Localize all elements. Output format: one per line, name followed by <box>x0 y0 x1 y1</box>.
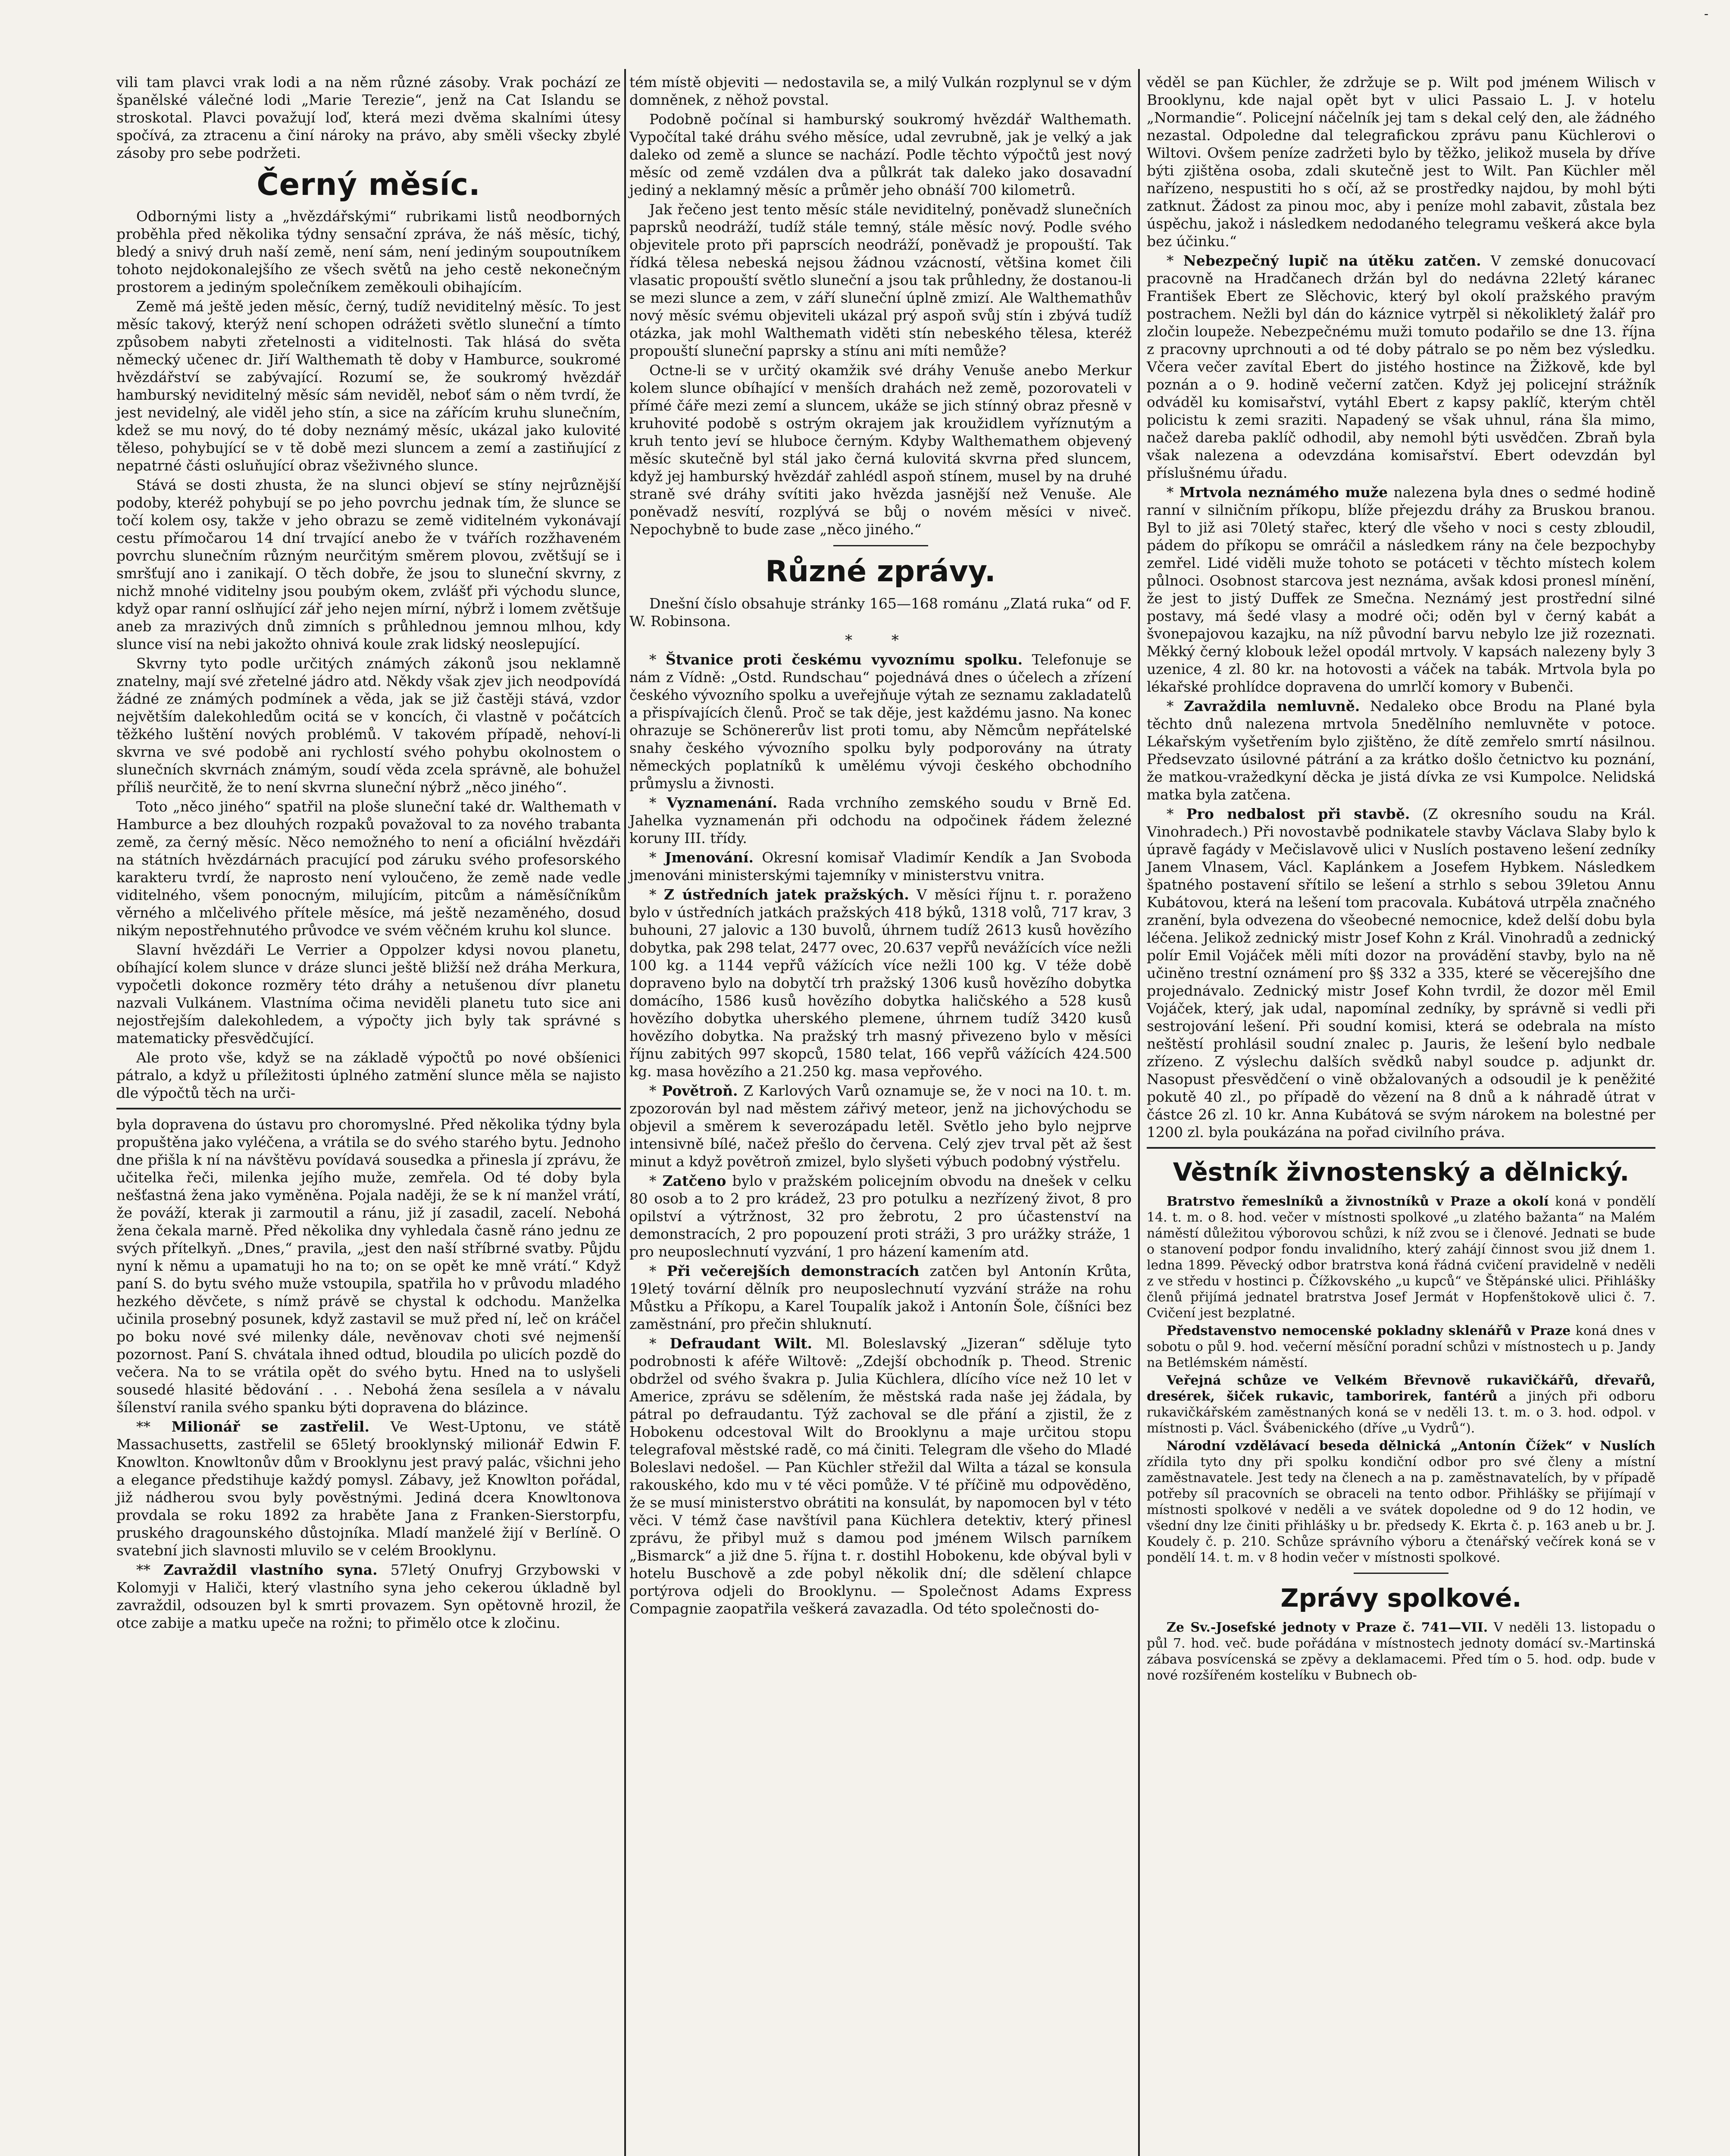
news-item-body: Ml. Boleslavský „Jizeran“ sděluje tyto podrobnosti k aféře Wiltově: „Zdejší obchodník p. Theod. Strenic obdržel od svého švakra p. Julia Küchlera, dlícího více než 10 let v Americe, zprávu se sdělením, že městská rada naše jej žádala, by pátral po defraudantu. Týž zachoval se dle přání a zjistil, že z Hobokenu odcestoval Wilt do Brooklynu a maje určitou stopu telegrafoval městské radě, co má činiti. Telegram dle všeho do Mladé Boleslavi nedošel. — Pan Küchler střežil dal Wilta a tázal se konsula rakouského, kdo mu v té věci pomůže. V té příčině mu odpověděno, že se musí ministerstvo obrátiti na konsulát, by napomocen byl v této věci. V témž čase navštívil pana Küchlera detektiv, který přinesl zprávu, že přibyl muž s damou pod jménem Wilsch parníkem „Bismarck“ a již dne 5. října t. r. dostihl Hobokenu, kde obýval byli v hotelu Buschově a zde pobyl několik dní; dle sdělení chlapce portýrova odjeli do Brooklynu. — Společnost Adams Express Compagnie zaopatřila veškerá zavazadla. Od této společnosti do- <box>629 1335 1132 1617</box>
article-text: Dnešní číslo obsahuje stránky 165—168 románu „Zlatá ruka“ od F. W. Robinsona. <box>629 595 1132 630</box>
news-item-body: bylo v pražském policejním obvodu na dnešek v celku 80 osob a to 2 pro krádež, 23 pro potulku a nezřízený život, 8 pro opilství a výtržnost, 32 pro žebrotu, 2 pro účastenství na demonstracích, 2 pro popouzení proti stráži, 3 pro urážky stráže, 1 pro neuposlechnutí vyzvání, 1 pro házení kamením atd. <box>629 1172 1132 1260</box>
column-1 <box>116 73 621 2156</box>
news-item-title: Ze Sv.-Josefské jednoty v Praze č. 741—VII. <box>1167 1620 1488 1635</box>
article-text: Slavní hvězdáři Le Verrier a Oppolzer kdysi novou planetu, obíhající kolem slunce v dráze slunci ještě bližší než dráha Merkura, vypočetli dokonce rozměry této dráhy a netušenou dívr planetu nazvali Vulkánem. Vlastníma očima neviděli planetu tuto sice ani nejostřejším dalekohledem, a výpočty jich byly tak správné s matematicky přesvědčující. <box>116 941 621 1047</box>
column-2 <box>629 73 1132 2156</box>
news-item-body: V měsíci říjnu t. r. poraženo bylo v ústředních jatkách pražských 418 býků, 1318 volů, 717 krav, 3 buhouni, 27 jalovic a 130 buvolů, úhrnem tudíž 2613 kusů hovězího dobytka, pak 298 telat, 2477 ovec, 20.637 vepřů nevážících více nežli 100 kg. a 1144 vepřů vážících více nežli 100 kg. V téže době dopraveno bylo na dobytčí trh pražský 1306 kusů hovězího dobytka domácího, 1586 kusů hovězího dobytka haličského a 528 kusů hovězího dobytka uherského plemene, úhrnem tudíž 3420 kusů hovězího dobytka. Na pražský trh masný přivezeno bylo v měsíci říjnu zabitých 997 skopců, 1580 telat, 166 vepřů vážících 424.500 kg. masa hovězího a 21.250 kg. masa vepřového. <box>629 886 1132 1080</box>
page-mark: - <box>1704 6 1708 22</box>
news-item <box>1147 1620 1655 1683</box>
article-text: Jak řečeno jest tento měsíc stále neviditelný, poněvadž slunečních paprsků neodráží, tudíž stále temný, stále měsíc nový. Podle svého objevitele proto při paprscích neodráží, poněvadž je propouští. Tak řídká tělesa nebeská nejsou žádnou vzácností, většina komet čili vlasatic propouští světlo sluneční a jsou tak průhledny, že dostanou-li se mezi slunce a zem, v září sluneční úplně zmizí. Ale Walthemathův nový měsíc svému objeviteli ukázal prý aspoň svůj stín i zbývá tudíž otázka, jak mohl Walthemath viděti stín nebeského tělesa, kteréž propouští sluneční paprsky a stínu ani míti nemůže? <box>629 201 1132 359</box>
news-item-body: nalezena byla dnes o sedmé hodině ranní v silničním příkopu, blíže přejezdu dráhy za Bruskou branou. Byl to již asi 70letý stařec, který dle všeho v noci s cesty zbloudil, pádem do příkopu se omráčil a následkem rány na čele bezpochyby zemřel. Lidé viděli muže tohoto se potáceti v těchto místech kolem půlnoci. Osobnost starcova jest neznáma, avšak kdosi pronesl mínění, že jest to jistý Duffek ze Smečna. Neznámý jest prostřední silné postavy, má šedé vlasy a modré oči; oděn byl v černý kabát a švonepajovou kazajku, na níž původní barvu nebylo lze již rozeznati. Měkký černý klobouk ležel opodál mrtvoly. V kapsách nalezeny byly 3 uzenice, 4 zl. 80 kr. na hotovosti a váček na tabák. Mrtvola byla po lékařské prohlídce dopravena do umrlčí komory v Bubenči. <box>1147 484 1655 695</box>
news-item-body: 57letý Onufryj Grzybowski v Kolomyji v Haliči, který vlastního syna jeho cekerou úkladně byl zavraždil, odsouzen byl k smrti provazem. Syn opětovně hrozil, že otce zabije a matku upeče na rožni; to přimělo otce k zločinu. <box>116 1561 621 1631</box>
section-divider <box>1147 1147 1655 1149</box>
news-item: * Nebezpečný lupič na útěku zatčen. V zemské donucovací pracovně na Hradčanech držán byl do nedávna 22letý káranec František Ebert ze Slěchovic, který byl okolí pražského pravým postrachem. Nežli byl dán do káznice vytrpěl si několikletý žalář pro zločin loupeže. Nebezpečnému muži tomuto podařilo se dne 13. října z pracovny uprchnouti a od té doby pátralo se po něm bez výsledku. Včera večer zavítal Ebert do jistého hostince na Žižkově, kde byl poznán a o 9. hodině večerní zatčen. Když jej policejní strážník odváděl ku komisařství, vytáhl Ebert z kapsy paklíč, kterým chtěl policistu k zemi sraziti. Napadený se však uhnul, rána šla mimo, načež dareba paklíč odhodil, aby nemohl býti usvědčen. Zbraň byla však nalezena a odevzdána komisařství. Ebert odevzdán byl příslušnému úřadu. <box>1147 252 1655 481</box>
news-item: * Jmenování. Okresní komisař Vladimír Kendík a Jan Svoboda jmenováni ministerskými tajemníky v ministerstvu vnitra. <box>629 849 1132 884</box>
news-item: ** Zavraždil vlastního syna. 57letý Onufryj Grzybowski v Kolomyji v Haliči, který vlastního syna jeho cekerou úkladně byl zavraždil, odsouzen byl k smrti provazem. Syn opětovně hrozil, že otce zabije a matku upeče na rožni; to přimělo otce k zločinu. <box>116 1561 621 1631</box>
article-text: Skvrny tyto podle určitých známých zákonů jsou neklamně znatelny, mají své zřetelné jádro atd. Někdy však zjev jich neodpovídá žádné ze známých podmínek a věda, jak se již častěji stává, vzdor největším dalekohledům ocitá se v koncích, či vlastně v počátcích těžkého luštění nových problémů. V takovém případě, nehoví-li skvrna ve své podobě ani rychlostí svého pohybu okolnostem o slunečních skvrnách známým, soudí věda zcela správně, ale bohužel příliš neurčitě, že to není skvrna sluneční nýbrž „něco jiného“. <box>116 655 621 796</box>
news-item-body: (Z okresního soudu na Král. Vinohradech.) Při novostavbě podnikatele stavby Václava Slaby bylo k úpravě fagády v Mečislavově ulici v Nuslích postaveno lešení zedníky Janem Vlnasem, Václ. Kaplánkem a Josefem Hybkem. Následkem špatného postavení sřítilo se lešení a strhlo s sebou 39letou Annu Kubátovou, která na lešení tom pracovala. Kubátová utrpěla značného zranění, byla odvezena do všeobecné nemocnice, kdež delší dobu byla léčena. Jelikož zednický mistr Josef Kohn z Král. Vinohradů a zednický polír Emil Vojáček měli míti dozor na provádění stavby, bylo na ně učiněno trestní oznámení pro §§ 332 a 335, které se věcerejšího dne projednávalo. Zednický mistr Josef Kohn tvrdil, že dozor měl Emil Vojáček, který, jak udal, napomínal zedníky, by správně si vedli při sestrojování lešení. Při soudní komisi, která se odebrala na místo neštěstí prohlásil soudní znalec p. Jauris, že lešení bylo nedbale zřízeno. Z výslechu dalších svědků nabyl soudce p. adjunkt dr. Nasopust přesvědčení o vině obžalovaných a odsoudil je k peněžité pokutě 40 zl., po případě do vězení na 8 dnů a k náhradě útrat v částce 26 zl. 10 kr. Anna Kubátová se svým nárokem na bolestné per 1200 zl. byla poukázána na pořad civilního práva. <box>1147 805 1655 1141</box>
news-item: * Defraudant Wilt. Ml. Boleslavský „Jizeran“ sděluje tyto podrobnosti k aféře Wiltově: „Zdejší obchodník p. Theod. Strenic obdržel od svého švakra p. Julia Küchlera, dlícího více než 10 let v Americe, zprávu se sdělením, že městská rada naše jej žádala, by pátral po defraudantu. Týž zachoval se dle přání a zjistil, že z Hobokenu odcestoval Wilt do Brooklynu a maje určitou stopu telegrafoval městské radě, co má činiti. Telegram dle všeho do Mladé Boleslavi nedošel. — Pan Küchler střežil dal Wilta a tázal se konsula rakouského, kdo mu v té věci pomůže. V té příčině mu odpověděno, že se musí ministerstvo obrátiti na konsulát, by napomocen byl v této věci. V témž čase navštívil pana Küchlera detektiv, který přinesl zprávu, že přibyl muž s damou pod jménem Wilsch parníkem „Bismarck“ a již dne 5. října t. r. dostihl Hobokenu, kde obýval byli v hotelu Buschově a zde pobyl několik dní; dle sdělení chlapce portýrova odjeli do Brooklynu. — Společnost Adams Express Compagnie zaopatřila veškerá zavazadla. Od této společnosti do- <box>629 1335 1132 1617</box>
news-item-title: Národní vzdělávací beseda dělnická „Antonín Čížek“ v Nuslích <box>1167 1438 1655 1454</box>
news-item-title: Milionář se zastřelil. <box>171 1418 369 1435</box>
news-item-body: Ve West-Uptonu, ve státě Massachusetts, zastřelil se 65letý brooklynský milionář Edwin F. Knowlton. Knowltonův dům v Brooklynu jest pravý palác, všichni jeho a elegance předstihuje každý pomysl. Zábavy, jež Knowlton pořádal, již nádherou svou byly pověstnými. Jediná dcera Knowltonova provdala se roku 1892 za hraběte Jana z Franken-Sierstorpfu, pruského dragounského důstojníka. Mladí manželé žijí v Berlíně. O svatební jich slavnosti mluvilo se v celém Brooklynu. <box>116 1418 621 1559</box>
column-rule <box>1138 69 1140 2156</box>
news-item: * Při večerejších demonstracích zatčen byl Antonín Krůta, 19letý tovární dělník pro neuposlechnutí vyzvání stráže na rohu Můstku a Příkopu, a Karel Toupalík jakož i Antonín Šole, číšníci bez zaměstnání, pro přečin shluknutí. <box>629 1263 1132 1332</box>
news-item-title: Pro nedbalost při stavbě. <box>1186 805 1410 822</box>
section-heading: Různé zprávy. <box>765 555 996 589</box>
news-item-body: V neděli 13. listopadu o půl 7. hod. več. bude pořádána v místnostech jednoty domácí sv.-Martinská zábava posvícenská se zpěvy a deklamacemi. Před tím o 5. hod. odp. bude v nové rozšířeném kostelíku v Bubnech ob- <box>1147 1620 1655 1683</box>
news-item: * Zavraždila nemluvně. Nedaleko obce Brodu na Plané byla těchto dnů nalezena mrtvola 5nedělního nemluvněte v potoce. Lékařským vyšetřením bylo zjištěno, že dítě zemřelo smrtí násilnou. Předsevzato úsilovné pátrání a za krátko došlo četnictvo ku poznání, že matkou-vražedkyní děcka je jistá dívka ze vsi Kumpolce. Nelidská matka byla zatčena. <box>1147 698 1656 803</box>
news-item-title: Defraudant Wilt. <box>669 1335 813 1352</box>
article-text: vili tam plavci vrak lodi a na něm různé zásoby. Vrak pochází ze španělské válečné lodi „Marie Terezie“, jenž na Cat Islandu se stroskotal. Plavci považují loď, která mezi dvěma skalními útesy spočívá, za ztracenu a činí nároky na právo, aby směli všecky zbylé zásoby pro sebe podržeti. <box>116 74 621 161</box>
article-text: Ale proto vše, když se na základě výpočtů po nové obšíenici pátralo, a když u příležitosti úplného zatmění slunce měla se najisto dle výpočtů těch na urči- <box>116 1049 621 1101</box>
news-item-title: Zavraždil vlastního syna. <box>163 1561 378 1578</box>
news-item-title: Povětroň. <box>662 1082 738 1099</box>
news-item-title: Vyznamenání. <box>666 794 778 811</box>
section-heading: Zprávy spolkové. <box>1280 1583 1522 1613</box>
section-divider <box>833 545 928 546</box>
article-text: Odbornými listy a „hvězdářskými“ rubrikami listů neodborných proběhla před několika týdny sensační zpráva, že náš měsíc, tichý, bledý a snivý druh naší země, není sám, není jediným soupoutníkem tohoto nejdokonalejšího ze všech světů na jeho cestě nekonečným prostorem a jediným společníkem zeměkouli obihajícím. <box>116 208 621 295</box>
article-text: tém místě objeviti — nedostavila se, a milý Vulkán rozplynul se v dým domněnek, z něhož povstal. <box>629 74 1132 108</box>
news-item-body: Nedaleko obce Brodu na Plané byla těchto dnů nalezena mrtvola 5nedělního nemluvněte v potoce. Lékařským vyšetřením bylo zjištěno, že dítě zemřelo smrtí násilnou. Předsevzato úsilovné pátrání a za krátko došlo četnictvo ku poznání, že matkou-vražedkyní děcka je jistá dívka ze vsi Kumpolce. Nelidská matka byla zatčena. <box>1147 698 1656 803</box>
news-item-body: zřídila tyto dny při spolku kondiční odbor pro své členy a místní zaměstnavatele. Jest tedy na členech a na p. zaměstnavatelích, by v případě potřeby síl pracovních se obraceli na tento odbor. Přihlášky se přijímají v místnosti spolkové v neděli a ve svátek dopoledne od 9 do 12 hodin, ve všední dny lze činiti přihlášky u br. předsedy K. Ekrta č. p. 163 aneb u br. J. Koudely č. p. 210. Schůze správního výboru a čtenářský večírek koná se v pondělí 14. t. m. v 8 hodin večer v místnosti spolkové. <box>1147 1454 1655 1565</box>
news-item: ** Milionář se zastřelil. Ve West-Uptonu, ve státě Massachusetts, zastřelil se 65letý brooklynský milionář Edwin F. Knowlton. Knowltonův dům v Brooklynu jest pravý palác, všichni jeho a elegance předstihuje každý pomysl. Zábavy, jež Knowlton pořádal, již nádherou svou byly pověstnými. Jediná dcera Knowltonova provdala se roku 1892 za hraběte Jana z Franken-Sierstorpfu, pruského dragounského důstojníka. Mladí manželé žijí v Berlíně. O svatební jich slavnosti mluvilo se v celém Brooklynu. <box>116 1418 621 1559</box>
news-item-body: koná v pondělí 14. t. m. o 8. hod. večer v místnosti spolkové „u zlatého bažanta“ na Malém náměstí důležitou výborovou schůzi, k níž zvou se i členové. Jednati se bude o stanovení podpor fondu invalidního, který zahájí činnost svou již dnem 1. ledna 1899. Pěvecký odbor bratrstva koná řádná cvičení pravidelně v neděli z ve středu v hostinci p. Čížkovského „u kupců“ ve Štěpánské ulici. Přihlášky členů přijímá jednatel bratrstva Josef Jermát v Hopfenštokově ulici č. 7. Cvičení jest bezplatné. <box>1147 1194 1655 1321</box>
news-item-title: Mrtvola neznámého muže <box>1179 484 1388 501</box>
news-item-title: Jmenování. <box>664 849 754 866</box>
news-item <box>1147 1438 1655 1566</box>
news-item-title: Veřejná schůze ve Velkém Břevnově rukavičkářů, dřevařů, dresérek, šiček rukavic, tamborirek, fantérů <box>1147 1373 1655 1404</box>
news-item-title: Z ústředních jatek pražských. <box>664 886 909 903</box>
section-divider <box>1354 1573 1448 1574</box>
news-item-body: Telefonuje se nám z Vídně: „Ostd. Rundschau“ pojednává dnes o účelech a zřízení českého vývozního spolku a uveřejňuje výtah ze seznamu zakladatelů a přispívajících členů. Proč se tak děje, jest každému jasno. Na konec ohrazuje se Schönererův list proti tomu, aby Němcům nepřátelské snahy českého vývozního spolku byly podporovány na útraty německých poplatníků k umělému vývoji českého obchodního průmyslu a živnosti. <box>629 651 1132 792</box>
asterism: * * <box>845 632 916 649</box>
news-item: * Štvanice proti českému vyvoznímu spolku. Telefonuje se nám z Vídně: „Ostd. Rundschau“ pojednává dnes o účelech a zřízení českého vývozního spolku a uveřejňuje výtah ze seznamu zakladatelů a přispívajících členů. Proč se tak děje, jest každému jasno. Na konec ohrazuje se Schönererův list proti tomu, aby Němcům nepřátelské snahy českého vývozního spolku byly podporovány na útraty německých poplatníků k umělému vývoji českého obchodního průmyslu a živnosti. <box>629 651 1132 792</box>
article-text: Stává se dosti zhusta, že na slunci objeví se stíny nejrůznější podoby, kteréž pohybují se po jeho povrchu jednak tím, že slunce se točí kolem osy, takže v jeho obrazu se země viditelném vykonávají cestu přímočarou 14 dní trvající anebo že v tvářích rozžhaveném povrchu slunečním různým neurčitým směrem plovou, zvětšují se i smršťují ano i zanikají. O těch dobře, že jsou to sluneční skvrny, z nichž mnohé viditelny jsou poubým okem, zvlášť při východu slunce, když opar ranní oslňující zář jeho nejen mírní, nýbrž i lomem zvětšuje aneb za mrazivých dnů zimních s průhlednou jemnou mlhou, kdy slunce visí na nebi jakožto ohnivá koule zrak lidský neoslepující. <box>116 476 621 652</box>
news-item <box>1147 1323 1655 1371</box>
news-item-title: Zavraždila nemluvně. <box>1184 698 1360 714</box>
news-item-title: Při večerejších demonstracích <box>666 1263 920 1279</box>
article-text: Země má ještě jeden měsíc, černý, tudíž neviditelný měsíc. To jest měsíc takový, kterýž není schopen odrážeti světlo sluneční a tímto způsobem nabyti zřetelnosti a viditelnosti. Tak hlásá do světa německý učenec dr. Jiří Walthemath tě doby v Hamburce, soukromé hvězdářství se zabývající. Rozumí se, že soukromý hvězdář hamburský neviditelný měsíc sám neviděl, neboť sám o něm tvrdí, že jest nevidelný, ale viděl jeho stín, a sice na zářícím kruhu slunečním, kdež se mu nový, do té doby neznámý měsíc, ukázal jako kulovité těleso, pohybující se v tě době mezi sluncem a zemí a zastiňující z nepatrné části osluňující obraz všeživného slunce. <box>116 298 621 474</box>
section-heading: Věstník živnostenský a dělnický. <box>1173 1157 1630 1187</box>
news-item-title: Bratrstvo řemeslníků a živnostníků v Praze a okolí <box>1167 1194 1549 1209</box>
news-item: * Mrtvola neznámého muže nalezena byla dnes o sedmé hodině ranní v silničním příkopu, blíže přejezdu dráhy za Bruskou branou. Byl to již asi 70letý stařec, který dle všeho v noci s cesty zbloudil, pádem do příkopu se omráčil a následkem rány na čele bezpochyby zemřel. Lidé viděli muže tohoto se potáceti v těchto místech kolem půlnoci. Osobnost starcova jest neznáma, avšak kdosi pronesl mínění, že jest to jistý Duffek ze Smečna. Neznámý jest prostřední silné postavy, má šedé vlasy a modré oči; oděn byl v černý kabát a švonepajovou kazajku, na níž původní barvu nebylo lze již rozeznati. Měkký černý klobouk ležel opodál mrtvoly. V kapsách nalezeny byly 3 uzenice, 4 zl. 80 kr. na hotovosti a váček na tabák. Mrtvola byla po lékařské prohlídce dopravena do umrlčí komory v Bubenči. <box>1147 484 1655 695</box>
news-item-title: Představenstvo nemocenské pokladny sklenářů v Praze <box>1167 1323 1571 1338</box>
article-text: Octne-li se v určitý okamžik své dráhy Venuše anebo Merkur kolem slunce obíhající v menších drahách než země, pozorovateli v přímé čáře mezi zemí a sluncem, ukáže se jich stínný obraz přesně v kruhovité podobě s ostrým okrajem jak kroužidlem vyříznutým a kruh tento jeví se hluboce černým. Kdyby Walthemathem objevený měsíc skutečně byl stál jako černá kulovitá skvrna před sluncem, když jej hamburský hvězdář zahlédl aspoň stínem, musel by na druhé straně své dráhy svítiti jako hvězda jasnější než Venuše. Ale poněvadž nesvítí, rozplývá se bůj o novém měsíci v niveč. Nepochybně to bude zase „něco jiného.“ <box>629 362 1132 538</box>
section-divider <box>116 1108 621 1109</box>
article-text: Podobně počínal si hamburský soukromý hvězdář Walthemath. Vypočítal také dráhu svého měsíce, udal zevrubně, jak je velký a jak daleko od země a slunce se nachází. Podle těchto výpočtů jest nový měsíc od země vzdálen dva a půlkrát tak daleko jako dosavadní jediný a neklamný měsíc a průměr jeho obnáší 700 kilometrů. <box>629 111 1132 198</box>
news-item: * Vyznamenání. Rada vrchního zemského soudu v Brně Ed. Jahelka vyznamenán při odchodu na odpočinek řádem železné koruny III. třídy. <box>629 794 1132 846</box>
article-text: Toto „něco jiného“ spatřil na ploše sluneční také dr. Walthemath v Hamburce a bez dlouhých rozpaků považoval to za nového trabanta země, za černý měsíc. Něco nemožného to není a oficiální hvězdáři na státních hvězdárnách pracující pod záruku svého profesorského karakteru tvrdí, že naprosto není vyloučeno, že země nade vedle viditelného, všem ponocným, milujícím, pitcům a náměsíčníkům věrného a mlčelivého přítele měsíce, má ještě nezaměného, dosud nikým nepostřehnutého průvodce ve svém věčném kruhu kol slunce. <box>116 798 621 939</box>
news-item <box>1147 1373 1655 1436</box>
news-item: * Pro nedbalost při stavbě. (Z okresního soudu na Král. Vinohradech.) Při novostavbě podnikatele stavby Václava Slaby bylo k úpravě fagády v Mečislavově ulici v Nuslích postaveno lešení zedníky Janem Vlnasem, Václ. Kaplánkem a Josefem Hybkem. Následkem špatného postavení sřítilo se lešení a strhlo s sebou 39letou Annu Kubátovou, která na lešení tom pracovala. Kubátová utrpěla značného zranění, byla odvezena do všeobecné nemocnice, kdež delší dobu byla léčena. Jelikož zednický mistr Josef Kohn z Král. Vinohradů a zednický polír Emil Vojáček měli míti dozor na provádění stavby, bylo na ně učiněno trestní oznámení pro §§ 332 a 335, které se věcerejšího dne projednávalo. Zednický mistr Josef Kohn tvrdil, že dozor měl Emil Vojáček, který, jak udal, napomínal zedníky, by správně si vedli při sestrojování lešení. Při soudní komisi, která se odebrala na místo neštěstí prohlásil soudní znalec p. Jauris, že lešení bylo nedbale zřízeno. Z výslechu dalších svědků nabyl soudce p. adjunkt dr. Nasopust přesvědčení o vině obžalovaných a odsoudil je k peněžité pokutě 40 zl., po případě do vězení na 8 dnů a k náhradě útrat v částce 26 zl. 10 kr. Anna Kubátová se svým nárokem na bolestné per 1200 zl. byla poukázána na pořad civilního práva. <box>1147 805 1655 1141</box>
article-text: byla dopravena do ústavu pro choromyslné. Před několika týdny byla propuštěna jako vyléčena, a vrátila se do svého starého bytu. Jednoho dne přišla k ní na návštěvu povídavá sousedka a přinesla jí zprávu, že učitelka řeči, milenka jejího muže, zemřela. Od té doby byla nešťastná žena jako vyměněna. Pojala naději, že se k ní manžel vrátí, že pováží, kterak ji zarmoutil a ránu, již jí zasadil, zacelí. Nebohá žena čekala marně. Před několika dny vyhledala časně ráno jednu ze svých přítelkyň. „Dnes,“ pravila, „jest den naší stříbrné svatby. Půjdu nyní k němu a upamatuji ho na to; on se opět ke mně vrátí.“ Když paní S. do bytu svého muže vstoupila, spatřila ho v průvodu mladého hezkého děvčete, s nímž právě se chystal k odchodu. Manželka učinila prosebný posunek, když zastavil se muž před ní, leč on kráčel po boku nové své milenky dále, nevěnovav choti své nejmenší pozornost. Paní S. chvátala ihned odtud, bloudila po ulicích pozdě do večera. Na to se vrátila opět do svého bytu. Hned na to uslyšeli sousedé hlasité bědování . . . Nebohá žena sesílela a v návalu šílenství ranila svého spanku býti dopravena do blázince. <box>116 1116 621 1416</box>
news-item-body: zatčen byl Antonín Krůta, 19letý tovární dělník pro neuposlechnutí vyzvání stráže na rohu Můstku a Příkopu, a Karel Toupalík jakož i Antonín Šole, číšníci bez zaměstnání, pro přečin shluknutí. <box>629 1263 1132 1332</box>
news-item <box>1147 1194 1655 1321</box>
news-item-body: a jiných při odboru rukavičkářském zaměstnaných koná se v neděli 13. t. m. o 3. hod. odpol. v místnosti p. Václ. Švábenického (dříve „u Vydrů“). <box>1147 1389 1655 1436</box>
news-item-body: Z Karlových Varů oznamuje se, že v noci na 10. t. m. zpozorován byl nad městem zářivý meteor, jenž na jichovýchodu se objevil a směrem k severozápadu letěl. Světlo jeho bylo nejprve intensivně bílé, načež přešlo do červena. Celý zjev trval pět až šest minut a když povětroň zmizel, bylo slyšeti výbuch podobný výstřelu. <box>629 1082 1132 1170</box>
news-item: * Z ústředních jatek pražských. V měsíci říjnu t. r. poraženo bylo v ústředních jatkách pražských 418 býků, 1318 volů, 717 krav, 3 buhouni, 27 jalovic a 130 buvolů, úhrnem tudíž 2613 kusů hovězího dobytka, pak 298 telat, 2477 ovec, 20.637 vepřů nevážících více nežli 100 kg. a 1144 vepřů vážících více nežli 100 kg. V téže době dopraveno bylo na dobytčí trh pražský 1306 kusů hovězího dobytka domácího, 1586 kusů hovězího dobytka haličského a 528 kusů hovězího dobytka uherského plemene, úhrnem tudíž 3420 kusů hovězího dobytka. Na pražský trh masný přivezeno bylo v měsíci říjnu zabitých 997 skopců, 1580 telat, 166 vepřů vážících 424.500 kg. masa hovězího a 21.250 kg. masa vepřového. <box>629 886 1132 1080</box>
news-item-body: koná dnes v sobotu o půl 9. hod. večerní měsíční poradní schůzi v místnostech u p. Jandy na Betlémském náměstí. <box>1147 1323 1655 1370</box>
news-item: * Zatčeno bylo v pražském policejním obvodu na dnešek v celku 80 osob a to 2 pro krádež, 23 pro potulku a nezřízený život, 8 pro opilství a výtržnost, 32 pro žebrotu, 2 pro účastenství na demonstracích, 2 pro popouzení proti stráži, 3 pro urážky stráže, 1 pro neuposlechnutí vyzvání, 1 pro házení kamením atd. <box>629 1172 1132 1260</box>
news-item-body: Rada vrchního zemského soudu v Brně Ed. Jahelka vyznamenán při odchodu na odpočinek řádem železné koruny III. třídy. <box>629 794 1132 846</box>
column-3 <box>1147 73 1655 2156</box>
news-item-body: V zemské donucovací pracovně na Hradčanech držán byl do nedávna 22letý káranec František Ebert ze Slěchovic, který byl okolí pražského pravým postrachem. Nežli byl dán do káznice vytrpěl si několikletý žalář pro zločin loupeže. Nebezpečnému muži tomuto podařilo se dne 13. října z pracovny uprchnouti a od té doby pátralo se po něm bez výsledku. Včera večer zavítal Ebert do jistého hostince na Žižkově, kde byl poznán a o 9. hodině večerní zatčen. Když jej policejní strážník odváděl ku komisařství, vytáhl Ebert z kapsy paklíč, kterým chtěl policistu k zemi sraziti. Napadený se však uhnul, rána šla mimo, načež dareba paklíč odhodil, aby nemohl býti usvědčen. Zbraň byla však nalezena a odevzdána komisařství. Ebert odevzdán byl příslušnému úřadu. <box>1147 252 1655 481</box>
column-rule <box>624 69 626 2156</box>
article-heading: Černý měsíc. <box>257 167 481 202</box>
news-item-title: Zatčeno <box>662 1172 726 1189</box>
news-item-body: Okresní komisař Vladimír Kendík a Jan Svoboda jmenováni ministerskými tajemníky v ministerstvu vnitra. <box>629 849 1132 884</box>
news-item-title: Nebezpečný lupič na útěku zatčen. <box>1183 252 1481 269</box>
news-item: * Povětroň. Z Karlových Varů oznamuje se, že v noci na 10. t. m. zpozorován byl nad městem zářivý meteor, jenž na jichovýchodu se objevil a směrem k severozápadu letěl. Světlo jeho bylo nejprve intensivně bílé, načež přešlo do červena. Celý zjev trval pět až šest minut a když povětroň zmizel, bylo slyšeti výbuch podobný výstřelu. <box>629 1082 1132 1170</box>
article-text: věděl se pan Küchler, že zdržuje se p. Wilt pod jménem Wilisch v Brooklynu, kde najal opět byt v ulici Passaio L. J. v hotelu „Normandie“. Policejní náčelník jej tam s dekal celý den, ale žádného nezastal. Odpoledne dal telegrafickou zprávu panu Küchlerovi o Wiltovi. Ovšem peníze zadržeti bylo by těžko, jelikož musela by dříve býti zjištěna osoba, zdali skutečně jest to Wilt. Pan Küchler měl nařízeno, nespustiti ho s očí, až se prostředky najdou, by mohl býti zatknut. Žádost za pinou moc, aby i peníze mohl zabavit, zůstala bez úspěchu, jakož i následkem nedodaného telegramu veškerá akce byla bez účinku.“ <box>1147 74 1655 250</box>
news-item-title: Štvanice proti českému vyvoznímu spolku. <box>666 651 1023 668</box>
